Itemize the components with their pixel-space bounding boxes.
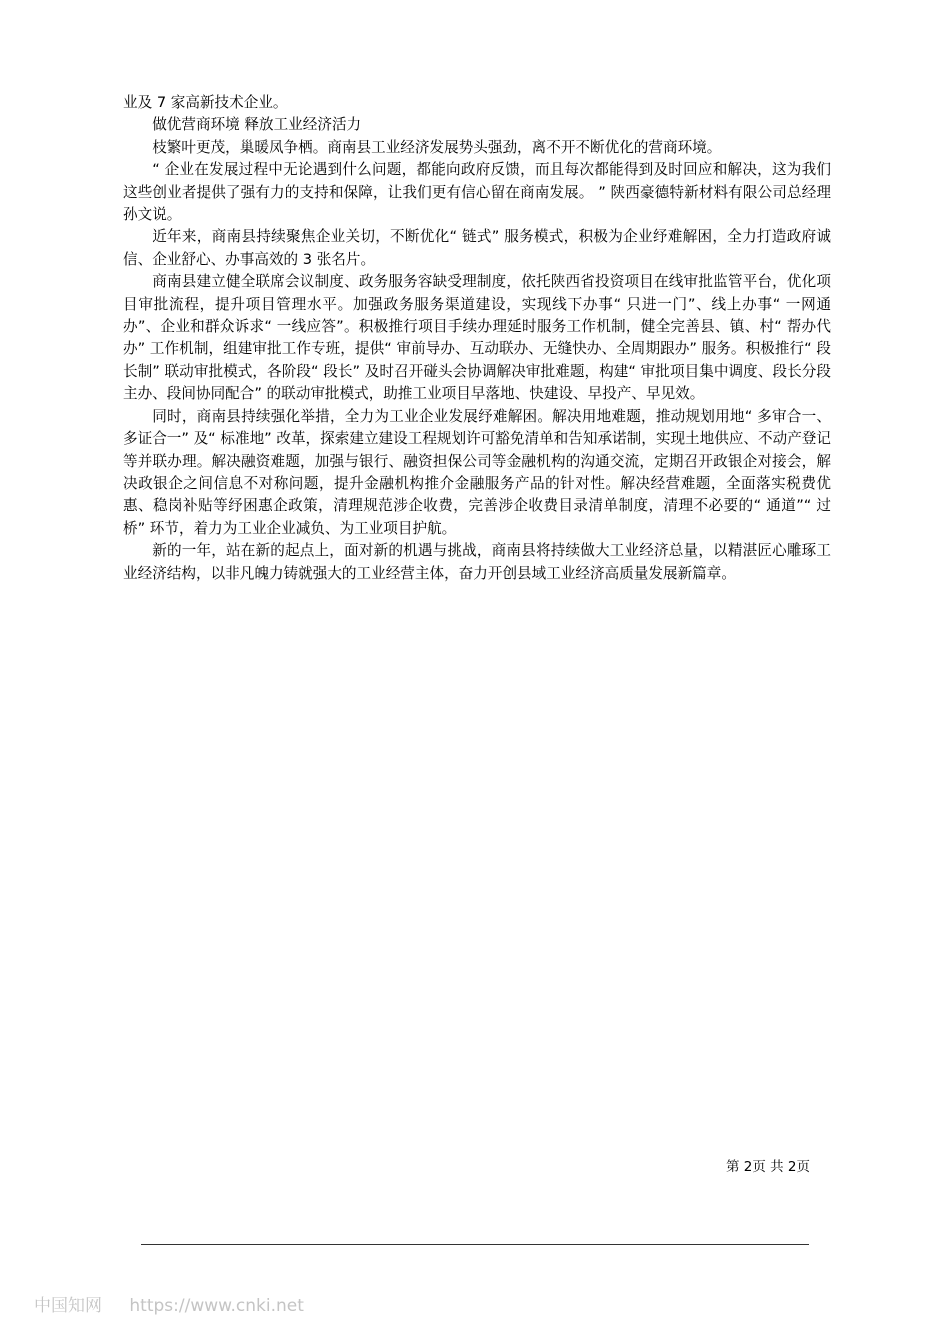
watermark-brand: 中国知网: [34, 1296, 102, 1316]
page-number: 第 2页 共 2页: [725, 1159, 810, 1175]
paragraph: 商南县建立健全联席会议制度、政务服务容缺受理制度，依托陕西省投资项目在线审批监管平台，优化项目审批流程，提升项目管理水平。加强政务服务渠道建设，实现线下办事“ 只进一门”、线上办事“ 一网通办”、企业和群众诉求“ 一线应答”。积极推行项目手续办理延时服务工作机制，健全完善县、镇、村“ 帮办代办” 工作机制，组建审批工作专班，提供“ 审前导办、互动联办、无缝快办、全周期跟办” 服务。积极推行“ 段长制” 联动审批模式，各阶段“ 段长” 及时召开碰头会协调解决审批难题，构建“ 审批项目集中调度、段长分段主办、段间协同配合” 的联动审批模式，助推工业项目早落地、快建设、早投产、早见效。: [123, 273, 831, 403]
paragraph-continuation: 业及 7 家高新技术企业。: [123, 94, 288, 111]
article-body: [123, 92, 831, 585]
paragraph: 同时，商南县持续强化举措，全力为工业企业发展纾难解困。解决用地难题，推动规划用地“ 多审合一、多证合一” 及“ 标准地” 改革，探索建立建设工程规划许可豁免清单和告知承诺制，实现土地供应、不动产登记等并联办理。解决融资难题，加强与银行、融资担保公司等金融机构的沟通交流，定期召开政银企对接会，解决政银企之间信息不对称问题，提升金融机构推介金融服务产品的针对性。解决经营难题，全面落实税费优惠、稳岗补贴等纾困惠企政策，清理规范涉企收费，完善涉企收费目录清单制度，清理不必要的“ 通道”“ 过桥” 环节，着力为工业企业减负、为工业项目护航。: [123, 407, 831, 537]
paragraph: 近年来，商南县持续聚焦企业关切，不断优化“ 链式” 服务模式，积极为企业纾难解困，全力打造政府诚信、企业舒心、办事高效的 3 张名片。: [123, 228, 831, 268]
section-heading: 做优营商环境 释放工业经济活力: [152, 116, 362, 134]
watermark-url: https://www.cnki.net: [129, 1296, 304, 1316]
paragraph-closing: 新的一年，站在新的起点上，面对新的机遇与挑战，商南县将持续做大工业经济总量，以精湛匠心雕琢工业经济结构，以非凡魄力铸就强大的工业经营主体，奋力开创县域工业经济高质量发展新篇章。: [123, 542, 831, 582]
cnki-watermark: [34, 1294, 304, 1318]
paragraph-quote: “ 企业在发展过程中无论遇到什么问题，都能向政府反馈，而且每次都能得到及时回应和解决，这为我们这些创业者提供了强有力的支持和保障，让我们更有信心留在商南发展。 ” 陕西豪德特新材料有限公司总经理孙文说。: [123, 161, 831, 224]
paragraph: 枝繁叶更茂，巢暖凤争栖。商南县工业经济发展势头强劲，离不开不断优化的营商环境。: [152, 138, 722, 156]
footer-divider: [141, 1244, 809, 1245]
